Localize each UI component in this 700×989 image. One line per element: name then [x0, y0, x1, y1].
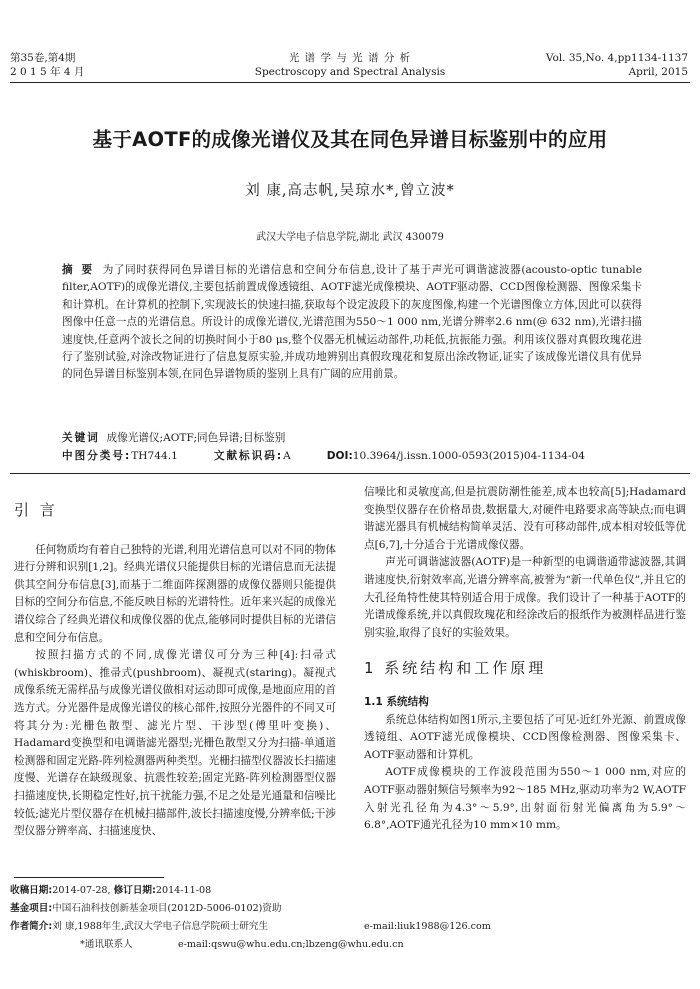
journal-title-en: Spectroscopy and Spectral Analysis — [254, 66, 446, 78]
system-paragraph-1: 系统总体结构如图1所示,主要包括了可见-近红外光源、前置成像透镜组、AOTF滤光成像模块、CCD图像检测器、图像采集卡、AOTF驱动器和计算机。 — [364, 713, 686, 761]
author-label: 作者简介: — [10, 921, 53, 932]
footnote-rule — [14, 877, 164, 878]
journal-volume-cn: 第35卷,第4期 — [10, 52, 76, 64]
keywords-text: 成像光谱仪;AOTF;同色异谱;目标鉴别 — [106, 432, 286, 444]
keywords-label: 关键词 — [62, 432, 100, 444]
right-column — [364, 484, 686, 835]
intro-paragraph-2-cont: 信噪比和灵敏度高,但是抗震防潮性能差,成本也较高[5];Hadamard变换型仪器存在价格昂贵,数据量大,对硬件电路要求高等缺点;而电调谐滤光器具有机械结构简单灵活、没有可移动部件,成本相对较低等优点[6,7],十分适合于光谱成像仪器。 — [364, 486, 686, 551]
doi-label: DOI: — [326, 450, 353, 462]
clc-value: TH744.1 — [131, 450, 178, 462]
received-date: 2014-07-28, — [52, 885, 111, 896]
intro-paragraph-1: 任何物质均有着自己独特的光谱,利用光谱信息可以对不同的物体进行分辨和识别[1,2]。经典光谱仪只能提供目标的光谱信息而无法提供其空间分布信息[3],而基于二维面阵探测器的成像仪器则只能提供目标的空间分布信息,不能反映目标的光谱特性。近年来兴起的成像光谱仪综合了经典光谱仪和成像仪器的优点,能够同时提供目标的光谱信息和空间分布信息。 — [14, 543, 336, 644]
corresponding-label: *通讯联系人 — [80, 939, 133, 950]
journal-volume-en: Vol. 35,No. 4,pp1134-1137 — [545, 52, 688, 64]
footnote-fund — [10, 902, 282, 915]
subsection-1-1-heading: 1.1 系统结构 — [364, 695, 429, 708]
author-email: e-mail:liuk1988@126.com — [364, 921, 491, 932]
paper-title: 基于AOTF的成像光谱仪及其在同色异谱目标鉴别中的应用 — [92, 128, 608, 151]
fund-label: 基金项目: — [10, 903, 53, 914]
abstract-text: 为了同时获得同色异谱目标的光谱信息和空间分布信息,设计了基于声光可调谐滤波器(acousto-optic tunable filter,AOTF)的成像光谱仪,主要包括前置成像透镜组、AOTF滤光成像模块、AOTF驱动器、CCD图像检测器、图像采集卡和计算机。在计算机的控制下,实现波长的快速扫描,获取每个设定波段下的灰度图像,构建一个光谱图像立方体,因此可以获得图像中任意一点的光谱信息。所设计的成像光谱仪,光谱范围为550～1 000 nm,光谱分辨率2.6 nm(@ 632 nm),光谱扫描速度快,任意两个波长之间的切换时间小于80 μs,整个仪器无机械运动部件,功耗低,抗振能力强。利用该仪器对真假玫瑰花进行了鉴别试验,对涂改物证进行了信息复原实验,并成功地辨别出真假玫瑰花和复原出涂改物证,证实了该成像光谱仪具有优异的同色异谱目标鉴别本领,在同色异谱物质的鉴别上具有广阔的应用前景。 — [62, 264, 642, 381]
intro-heading: 引 言 — [14, 501, 58, 519]
footnote-author — [10, 920, 268, 933]
abstract-label: 摘 要 — [62, 264, 95, 276]
journal-title-cn: 光 谱 学 与 光 谱 分 析 — [288, 52, 412, 64]
abstract — [62, 262, 642, 384]
revised-date: 2014-11-08 — [155, 885, 212, 896]
journal-date-cn: 2 0 1 5 年 4 月 — [10, 66, 85, 78]
clc-label: 中图分类号: — [62, 450, 132, 462]
intro-paragraph-2: 按照扫描方式的不同,成像光谱仪可分为三种[4]:扫帚式(whiskbroom)、推帚式(pushbroom)、凝视式(staring)。凝视式成像系统无需样品与成像光谱仪做相对运动即可成像,是地面应用的首选方式。分光器件是成像光谱仪的核心部件,按照分光器件的不同又可将其分为:光栅色散型、滤光片型、干涉型(傅里叶变换)、Hadamard变换型和电调谐滤光器型;光栅色散型又分为扫描-单通道检测器和固定光路-阵列检测器两种类型。光栅扫描型仪器波长扫描速度慢、光谱存在缺级现象、抗震性较差;固定光路-阵列检测器型仪器扫描速度快,长期稳定性好,抗干扰能力强,不足之处是光通量和信噪比较低;滤光片型仪器存在机械扫描部件,波长扫描速度慢,分辨率低;干涉型仪器分辨率高、扫描速度快、 — [14, 649, 336, 838]
system-paragraph-2: AOTF成像模块的工作波段范围为550～1 000 nm,对应的AOTF驱动器射频信号频率为92～185 MHz,驱动功率为2 W,AOTF入射光孔径角为4.3°～5.9°,出射面衍射光偏离角为5.9°～6.8°,AOTF通光孔径为10 mm×10 mm。 — [364, 766, 686, 832]
affiliation: 武汉大学电子信息学院,湖北 武汉 430079 — [256, 232, 444, 243]
received-label: 收稿日期: — [10, 885, 53, 896]
classification — [62, 448, 585, 463]
intro-paragraph-3: 声光可调谐滤波器(AOTF)是一种新型的电调谐通带滤波器,其调谐速度快,衍射效率高,光谱分辨率高,被誉为“新一代单色仪”,并且它的大孔径角特性使其特别适合用于成像。我们设计了一种基于AOTF的光谱成像系统,并以真假玫瑰花和经涂改后的报纸作为被测样品进行鉴别实验,取得了良好的实验效果。 — [364, 556, 686, 639]
left-column — [14, 494, 336, 841]
section-1-heading: 1 系统结构和工作原理 — [364, 659, 547, 678]
doi-value: 10.3964/j.issn.1000-0593(2015)04-1134-04 — [352, 450, 586, 462]
header-rule — [10, 82, 690, 83]
revised-label: 修订日期: — [113, 885, 156, 896]
keywords — [62, 430, 285, 445]
doc-code-label: 文献标识码: — [213, 450, 284, 462]
footnote-dates — [10, 884, 211, 897]
corresponding-email: e-mail:qswu@whu.edu.cn;lbzeng@whu.edu.cn — [178, 939, 404, 950]
journal-date-en: April, 2015 — [628, 66, 688, 78]
abstract-rule — [10, 473, 690, 474]
doc-code-value: A — [283, 450, 291, 462]
fund-text: 中国石油科技创新基金项目(2012D-5006-0102)资助 — [52, 903, 282, 914]
author-text: 刘 康,1988年生,武汉大学电子信息学院硕士研究生 — [52, 921, 269, 932]
authors: 刘 康,高志帆,吴琼水*,曾立波* — [245, 183, 455, 199]
